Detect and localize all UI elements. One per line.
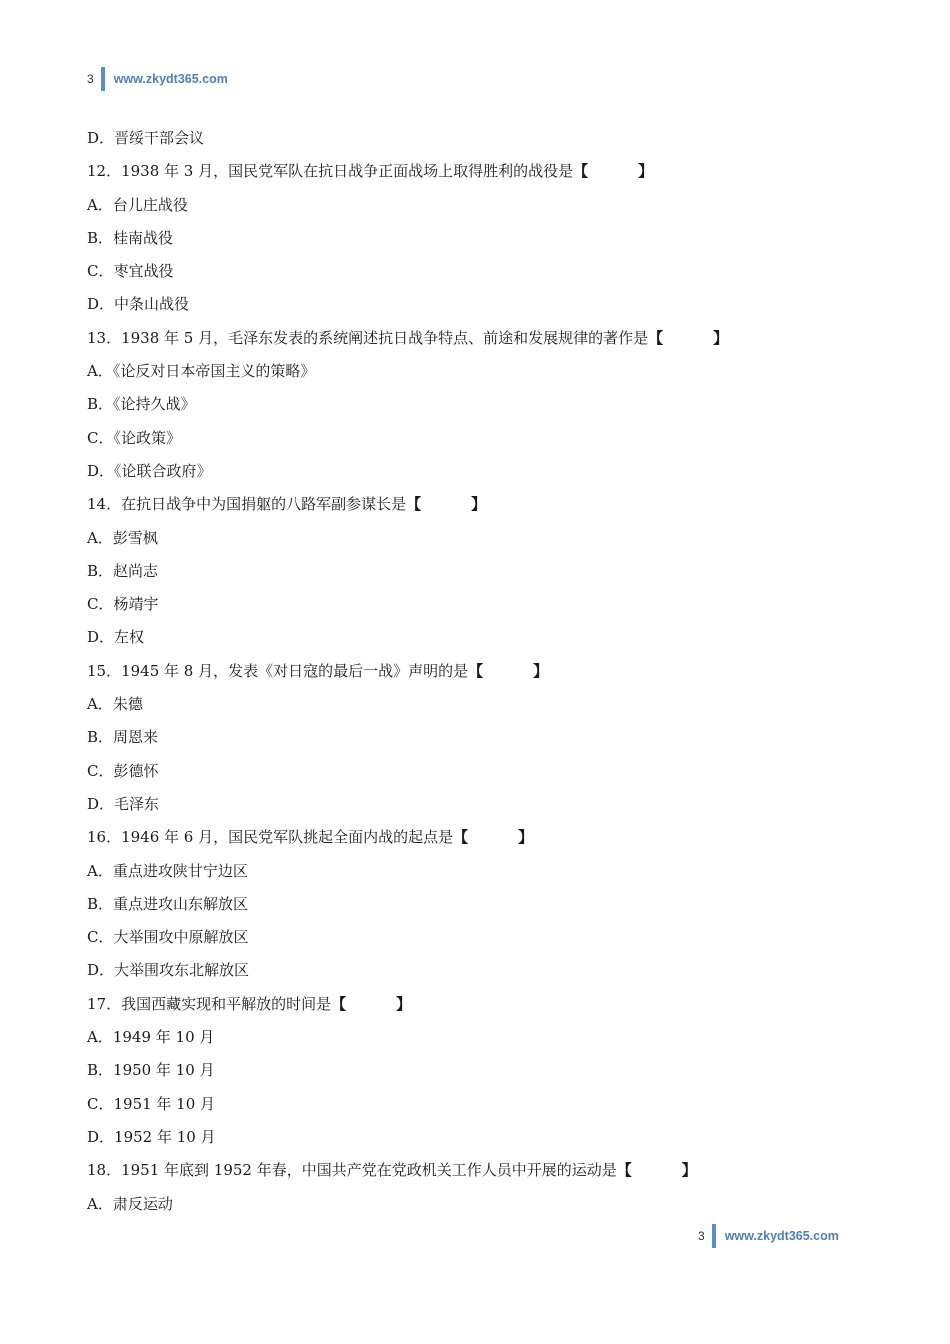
option-line xyxy=(87,688,867,721)
option-text: B．重点进攻山东解放区 xyxy=(87,894,249,913)
option-text: D．晋绥干部会议 xyxy=(87,129,205,147)
option-line xyxy=(87,388,867,421)
answer-bracket-close: 】 xyxy=(533,661,549,680)
header-site-link[interactable]: www.zkydt365.com xyxy=(113,72,228,86)
question-line xyxy=(87,655,867,688)
option-line xyxy=(87,255,867,288)
option-text: D．1952 年 10 月 xyxy=(87,1127,216,1146)
answer-bracket-open: 【 xyxy=(468,661,484,680)
option-text: A．朱德 xyxy=(87,695,143,714)
option-line xyxy=(87,455,867,488)
option-text: C．1951 年 10 月 xyxy=(87,1094,216,1113)
question-text: 17．我国西藏实现和平解放的时间是 xyxy=(87,994,332,1013)
answer-bracket-close: 】 xyxy=(681,1161,697,1180)
page-header xyxy=(87,67,228,91)
page-footer xyxy=(698,1224,839,1248)
answer-bracket-open: 【 xyxy=(573,162,589,181)
option-text: B．周恩来 xyxy=(87,728,159,747)
option-text: A．肃反运动 xyxy=(87,1194,173,1213)
option-text: C．杨靖宇 xyxy=(87,595,159,614)
option-text: D．大举围攻东北解放区 xyxy=(87,961,250,980)
answer-bracket-close: 】 xyxy=(471,495,487,514)
option-text: A．重点进攻陕甘宁边区 xyxy=(87,861,248,880)
option-line xyxy=(87,1088,867,1121)
option-text: C．《论政策》 xyxy=(87,428,181,447)
option-text: D．左权 xyxy=(87,628,145,647)
option-text: B．1950 年 10 月 xyxy=(87,1061,215,1080)
question-text: 13．1938 年 5 月，毛泽东发表的系统阐述抗日战争特点、前途和发展规律的著作是 xyxy=(87,328,649,347)
option-line xyxy=(87,555,867,588)
document-body xyxy=(87,122,867,1221)
question-line xyxy=(87,988,867,1021)
option-text: A．《论反对日本帝国主义的策略》 xyxy=(87,362,316,381)
answer-bracket-close: 】 xyxy=(396,994,412,1013)
option-line xyxy=(87,422,867,455)
option-line xyxy=(87,355,867,388)
footer-site-link[interactable]: www.zkydt365.com xyxy=(724,1229,839,1243)
option-line xyxy=(87,122,867,155)
question-text: 16．1946 年 6 月，国民党军队挑起全面内战的起点是 xyxy=(87,828,454,847)
question-text: 18．1951 年底到 1952 年春，中国共产党在党政机关工作人员中开展的运动是 xyxy=(87,1161,617,1180)
option-line xyxy=(87,1121,867,1154)
answer-bracket-open: 【 xyxy=(331,994,347,1013)
option-line xyxy=(87,755,867,788)
option-line xyxy=(87,788,867,821)
option-text: B．赵尚志 xyxy=(87,561,159,580)
question-line xyxy=(87,1154,867,1187)
answer-bracket-open: 【 xyxy=(616,1161,632,1180)
option-text: C．彭德怀 xyxy=(87,761,159,780)
option-text: A．台儿庄战役 xyxy=(87,195,188,214)
option-line xyxy=(87,588,867,621)
answer-bracket-close: 】 xyxy=(518,828,534,847)
question-text: 12．1938 年 3 月，国民党军队在抗日战争正面战场上取得胜利的战役是 xyxy=(87,162,574,181)
option-line xyxy=(87,1021,867,1054)
answer-bracket-close: 】 xyxy=(713,328,729,347)
option-text: B．桂南战役 xyxy=(87,228,174,247)
question-line xyxy=(87,155,867,188)
option-text: D．中条山战役 xyxy=(87,295,190,314)
option-line xyxy=(87,721,867,754)
answer-bracket-open: 【 xyxy=(453,828,469,847)
option-line xyxy=(87,222,867,255)
option-text: C．大举围攻中原解放区 xyxy=(87,928,249,947)
answer-bracket-open: 【 xyxy=(648,328,664,347)
option-line xyxy=(87,921,867,954)
option-line xyxy=(87,621,867,654)
option-text: D．毛泽东 xyxy=(87,794,160,813)
header-page-number: 3 xyxy=(87,72,94,86)
option-line xyxy=(87,954,867,987)
option-line xyxy=(87,522,867,555)
answer-bracket-open: 【 xyxy=(406,495,422,514)
option-line xyxy=(87,288,867,321)
header-divider xyxy=(101,67,105,91)
question-text: 14．在抗日战争中为国捐躯的八路军副参谋长是 xyxy=(87,495,407,514)
footer-page-number: 3 xyxy=(698,1229,705,1243)
option-line xyxy=(87,189,867,222)
question-text: 15．1945 年 8 月，发表《对日寇的最后一战》声明的是 xyxy=(87,661,469,680)
option-text: A．1949 年 10 月 xyxy=(87,1028,215,1047)
option-line xyxy=(87,855,867,888)
option-line xyxy=(87,1188,867,1221)
option-line xyxy=(87,888,867,921)
question-line xyxy=(87,322,867,355)
option-text: A．彭雪枫 xyxy=(87,528,158,547)
question-line xyxy=(87,488,867,521)
option-text: D．《论联合政府》 xyxy=(87,461,212,480)
footer-divider xyxy=(712,1224,716,1248)
option-line xyxy=(87,1054,867,1087)
answer-bracket-close: 】 xyxy=(638,162,654,181)
option-text: C．枣宜战役 xyxy=(87,262,174,281)
option-text: B．《论持久战》 xyxy=(87,395,196,414)
question-line xyxy=(87,821,867,854)
